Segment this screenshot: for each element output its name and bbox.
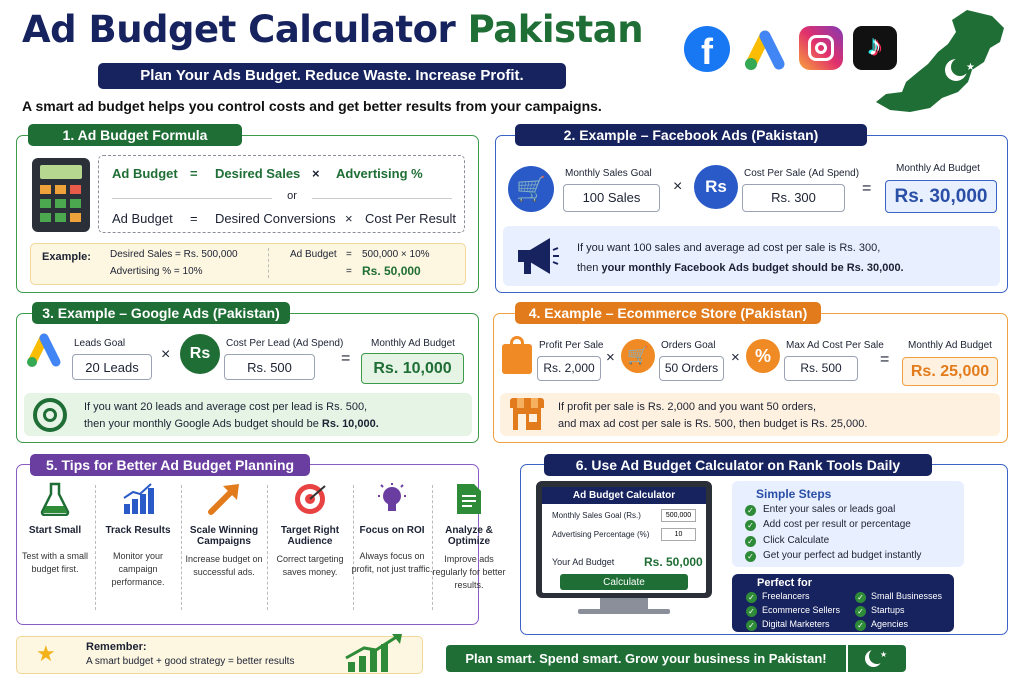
fb-equals: = bbox=[862, 180, 872, 197]
remember-title: Remember: bbox=[86, 641, 147, 653]
check-icon: ✓ bbox=[745, 551, 756, 562]
formula1-op: × bbox=[312, 166, 320, 181]
tip-target-audience bbox=[267, 482, 353, 579]
perfect-item: Startups bbox=[871, 605, 905, 615]
title-part2: Pakistan bbox=[467, 8, 644, 51]
calc-result-value: Rs. 50,000 bbox=[644, 555, 703, 569]
example-divider bbox=[268, 248, 269, 278]
calc-result-label: Your Ad Budget bbox=[552, 557, 615, 567]
section6-label: 6. Use Ad Budget Calculator on Rank Tools Daily bbox=[544, 454, 932, 476]
ecom-note-line2: and max ad cost per sale is Rs. 500, then budget is Rs. 25,000. bbox=[558, 418, 868, 430]
percent-icon: % bbox=[746, 339, 780, 373]
flask-icon bbox=[40, 482, 70, 516]
tip-focus-roi bbox=[349, 482, 435, 576]
perfect-item: Freelancers bbox=[762, 591, 810, 601]
section3-label: 3. Example – Google Ads (Pakistan) bbox=[32, 302, 290, 324]
tip-desc: Monitor your campaign performance. bbox=[111, 551, 165, 587]
facebook-icon: f bbox=[684, 26, 730, 72]
growth-chart-icon bbox=[344, 632, 406, 674]
instagram-icon bbox=[799, 26, 843, 70]
tiktok-icon: ♪ bbox=[853, 26, 897, 70]
google-ads-icon bbox=[741, 26, 791, 72]
formula-or: or bbox=[272, 190, 312, 202]
perfect-title: Perfect for bbox=[757, 577, 813, 589]
example-label: Example: bbox=[42, 251, 91, 263]
calc-sales-input[interactable] bbox=[661, 509, 696, 522]
tip-desc: Correct targeting saves money. bbox=[276, 554, 344, 577]
star-icon: ★ bbox=[36, 641, 56, 666]
ecom-profit-value: Rs. 2,000 bbox=[537, 356, 601, 381]
fb-goal-value: 100 Sales bbox=[563, 184, 660, 212]
target-icon bbox=[293, 482, 327, 516]
intro-text: A smart ad budget helps you control costs and get better results from your campaigns. bbox=[22, 98, 602, 114]
fb-cost-value: Rs. 300 bbox=[742, 184, 845, 212]
ga-note-bold: Rs. 10,000. bbox=[321, 418, 379, 430]
check-icon: ✓ bbox=[745, 536, 756, 547]
check-icon: ✓ bbox=[855, 592, 866, 603]
ga-goal-value: 20 Leads bbox=[72, 354, 152, 380]
check-icon: ✓ bbox=[746, 592, 757, 603]
ecom-equals: = bbox=[880, 351, 890, 368]
calc-pct-input[interactable] bbox=[661, 528, 696, 541]
ecom-maxcost-value: Rs. 500 bbox=[784, 356, 858, 381]
check-icon: ✓ bbox=[745, 505, 756, 516]
tip-title: Focus on ROI bbox=[359, 525, 425, 536]
ga-note-prefix: then your monthly Google Ads budget should be bbox=[84, 418, 322, 430]
fb-budget-value: Rs. 30,000 bbox=[885, 180, 997, 213]
shopping-bag-icon bbox=[502, 344, 532, 374]
tip-desc: Test with a small budget first. bbox=[21, 551, 89, 574]
arrow-up-icon bbox=[207, 482, 241, 516]
tip-title: Start Small bbox=[28, 525, 82, 536]
rupee-icon: Rs bbox=[694, 165, 738, 209]
svg-text:★: ★ bbox=[966, 62, 975, 73]
fb-budget-label: Monthly Ad Budget bbox=[896, 163, 980, 174]
fb-note-prefix: then bbox=[577, 262, 602, 274]
ecom-budget-value: Rs. 25,000 bbox=[902, 357, 998, 386]
formula2-left: Ad Budget bbox=[112, 211, 173, 226]
tip-scale-winning bbox=[181, 482, 267, 579]
check-icon: ✓ bbox=[855, 606, 866, 617]
google-ads-icon bbox=[24, 330, 66, 370]
tip-analyze-optimize bbox=[426, 482, 512, 592]
example-line1: Desired Sales = Rs. 500,000 bbox=[110, 249, 238, 260]
page-title bbox=[22, 8, 643, 51]
fb-note-line1: If you want 100 sales and average ad cost per sale is Rs. 300, bbox=[577, 242, 881, 254]
check-icon: ✓ bbox=[746, 606, 757, 617]
formula2-right: Cost Per Result bbox=[365, 211, 457, 226]
calc-pct-label: Advertising Percentage (%) bbox=[552, 530, 650, 539]
fb-goal-label: Monthly Sales Goal bbox=[565, 168, 652, 179]
ga-times: × bbox=[161, 346, 171, 363]
step-item: Add cost per result or percentage bbox=[763, 519, 911, 530]
example-calc-expr: 500,000 × 10% bbox=[362, 249, 430, 260]
perfect-item: Ecommerce Sellers bbox=[762, 605, 841, 615]
ecom-budget-label: Monthly Ad Budget bbox=[908, 340, 992, 351]
tip-desc: Increase budget on successful ads. bbox=[185, 554, 263, 577]
example-calc-result: Rs. 50,000 bbox=[362, 264, 421, 278]
section2-label: 2. Example – Facebook Ads (Pakistan) bbox=[515, 124, 867, 146]
steps-title: Simple Steps bbox=[756, 487, 832, 501]
calculator-icon bbox=[32, 158, 90, 232]
calc-widget-title: Ad Budget Calculator bbox=[542, 487, 706, 504]
example-calc-eq2: = bbox=[346, 266, 352, 277]
lightbulb-icon bbox=[375, 482, 409, 516]
ga-budget-value: Rs. 10,000 bbox=[361, 353, 464, 384]
ecom-times2: × bbox=[731, 349, 740, 366]
example-calc-label: Ad Budget bbox=[290, 249, 337, 260]
step-item: Enter your sales or leads goal bbox=[763, 504, 896, 515]
formula1-right: Advertising % bbox=[336, 166, 423, 181]
perfect-item: Agencies bbox=[871, 619, 909, 629]
check-icon: ✓ bbox=[746, 620, 757, 631]
step-item: Get your perfect ad budget instantly bbox=[763, 550, 922, 561]
section1-label: 1. Ad Budget Formula bbox=[28, 124, 242, 146]
tip-start-small bbox=[12, 482, 98, 576]
tip-track-results bbox=[95, 482, 181, 589]
section4-label: 4. Example – Ecommerce Store (Pakistan) bbox=[515, 302, 821, 324]
ecom-orders-value: 50 Orders bbox=[659, 356, 724, 381]
ga-cost-label: Cost Per Lead (Ad Spend) bbox=[226, 338, 344, 349]
perfect-item: Small Businesses bbox=[871, 591, 943, 601]
tip-title: Track Results bbox=[105, 525, 171, 536]
pakistan-map-icon bbox=[872, 8, 1022, 118]
fb-note-box bbox=[503, 226, 1000, 286]
fb-times: × bbox=[673, 178, 683, 195]
step-item: Click Calculate bbox=[763, 535, 830, 546]
megaphone-icon bbox=[512, 234, 560, 278]
remember-text: A smart budget + good strategy = better results bbox=[86, 656, 295, 667]
rupee-icon: Rs bbox=[180, 334, 220, 374]
shopping-cart-icon: 🛒 bbox=[621, 339, 655, 373]
footer-banner: Plan smart. Spend smart. Grow your business in Pakistan! bbox=[446, 645, 846, 672]
title-part1: Ad Budget Calculator bbox=[22, 8, 456, 51]
example-line2: Advertising % = 10% bbox=[110, 266, 203, 277]
shopping-cart-icon: 🛒 bbox=[508, 166, 554, 212]
tip-desc: Improve ads regularly for better results. bbox=[432, 554, 506, 590]
formula2-op: × bbox=[345, 211, 353, 226]
ga-budget-label: Monthly Ad Budget bbox=[371, 338, 455, 349]
check-icon: ✓ bbox=[745, 520, 756, 531]
perfect-item: Digital Marketers bbox=[762, 619, 830, 629]
ecom-note-line1: If profit per sale is Rs. 2,000 and you want 50 orders, bbox=[558, 401, 817, 413]
ga-equals: = bbox=[341, 350, 351, 367]
calc-sales-label: Monthly Sales Goal (Rs.) bbox=[552, 511, 641, 520]
fb-cost-label: Cost Per Sale (Ad Spend) bbox=[744, 168, 860, 179]
ga-goal-label: Leads Goal bbox=[74, 338, 126, 349]
formula1-eq: = bbox=[190, 166, 198, 181]
tip-title: Analyze & Optimize bbox=[445, 525, 493, 547]
ecom-maxcost-label: Max Ad Cost Per Sale bbox=[786, 340, 884, 351]
formula2-eq: = bbox=[190, 211, 198, 226]
monitor-base bbox=[578, 609, 670, 614]
calc-button[interactable]: Calculate bbox=[560, 574, 688, 590]
ecom-orders-label: Orders Goal bbox=[661, 340, 716, 351]
bar-chart-icon bbox=[121, 482, 155, 516]
ga-note-line2 bbox=[84, 418, 379, 430]
check-icon: ✓ bbox=[855, 620, 866, 631]
fb-note-line2 bbox=[577, 262, 904, 274]
tip-title: Scale Winning Campaigns bbox=[189, 525, 259, 547]
section5-label: 5. Tips for Better Ad Budget Planning bbox=[30, 454, 310, 476]
tip-title: Target Right Audience bbox=[280, 525, 340, 547]
tagline-banner: Plan Your Ads Budget. Reduce Waste. Increase Profit. bbox=[98, 63, 566, 89]
ecom-profit-label: Profit Per Sale bbox=[539, 340, 604, 351]
ga-note-line1: If you want 20 leads and average cost per lead is Rs. 500, bbox=[84, 401, 368, 413]
tip-desc: Always focus on profit, not just traffic. bbox=[351, 551, 433, 574]
ga-cost-value: Rs. 500 bbox=[224, 354, 315, 380]
target-icon bbox=[33, 398, 67, 432]
example-calc-eq1: = bbox=[346, 249, 352, 260]
store-icon bbox=[510, 398, 544, 430]
formula1-mid: Desired Sales bbox=[215, 166, 301, 181]
fb-note-bold: your monthly Facebook Ads budget should be Rs. 30,000. bbox=[601, 262, 904, 274]
formula1-left: Ad Budget bbox=[112, 166, 178, 181]
document-icon bbox=[454, 482, 484, 516]
formula2-mid: Desired Conversions bbox=[215, 211, 336, 226]
ecom-times1: × bbox=[606, 349, 615, 366]
pakistan-flag-icon: ★ bbox=[846, 645, 906, 672]
